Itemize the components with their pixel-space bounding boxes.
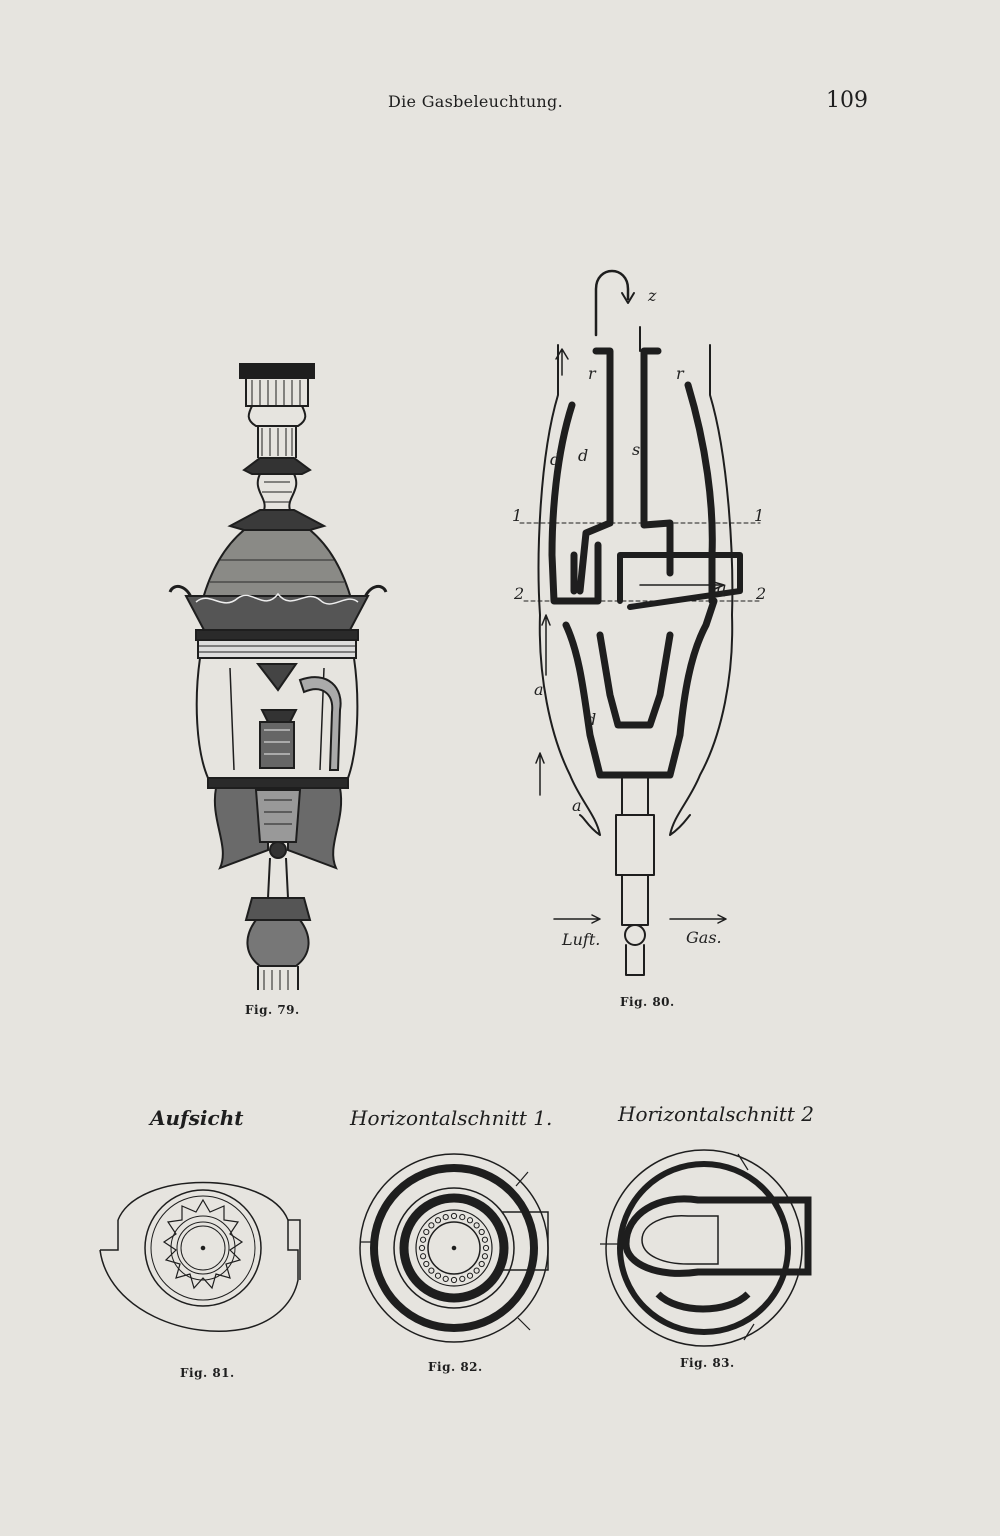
fig-80-label-1-left: 1 bbox=[512, 506, 523, 525]
burner-hole bbox=[460, 1276, 465, 1281]
fig-82-heading: Horizontalschnitt 1. bbox=[350, 1106, 553, 1130]
fig-79-caption: Fig. 79. bbox=[245, 1003, 300, 1017]
burner-hole bbox=[435, 1273, 440, 1278]
burner-hole bbox=[419, 1245, 424, 1250]
burner-hole bbox=[479, 1261, 484, 1266]
fig-80-burner-section bbox=[500, 255, 800, 985]
fig-83-caption: Fig. 83. bbox=[680, 1356, 735, 1370]
burner-hole bbox=[420, 1237, 425, 1242]
fig-80-label-q: q bbox=[716, 578, 727, 597]
burner-hole bbox=[467, 1273, 472, 1278]
burner-hole bbox=[429, 1223, 434, 1228]
fig-81-heading: Aufsicht bbox=[150, 1106, 244, 1130]
fig-80-label-2-right: 2 bbox=[756, 584, 767, 603]
burner-hole bbox=[424, 1229, 429, 1234]
burner-hole bbox=[483, 1245, 488, 1250]
fig-83-horizontal-section-2 bbox=[598, 1144, 818, 1354]
fig-82-caption: Fig. 82. bbox=[428, 1360, 483, 1374]
fig-80-label-z: z bbox=[648, 286, 657, 305]
fig-80-label-1-right: 1 bbox=[754, 506, 765, 525]
burner-hole bbox=[474, 1223, 479, 1228]
fig-79-lantern-illustration bbox=[160, 350, 400, 990]
burner-hole bbox=[424, 1261, 429, 1266]
burner-hole bbox=[482, 1237, 487, 1242]
burner-hole bbox=[467, 1218, 472, 1223]
page-number: 109 bbox=[826, 88, 868, 113]
fig-80-label-s: s bbox=[632, 440, 641, 459]
fig-80-label-d3: d bbox=[586, 710, 597, 729]
burner-hole bbox=[443, 1214, 448, 1219]
burner-hole bbox=[474, 1268, 479, 1273]
fig-80-label-a2: a bbox=[572, 796, 582, 815]
fig-80-label-r-right: r bbox=[676, 364, 684, 383]
fig-80-label-2-left: 2 bbox=[514, 584, 525, 603]
fig-80-label-luft: Luft. bbox=[562, 930, 601, 949]
burner-hole bbox=[435, 1218, 440, 1223]
burner-hole bbox=[443, 1276, 448, 1281]
burner-hole bbox=[420, 1254, 425, 1259]
burner-hole bbox=[451, 1213, 456, 1218]
fig-80-label-d2: d bbox=[578, 446, 589, 465]
burner-hole bbox=[479, 1229, 484, 1234]
fig-80-label-gas: Gas. bbox=[686, 928, 722, 947]
fig-81-caption: Fig. 81. bbox=[180, 1366, 235, 1380]
burner-hole bbox=[429, 1268, 434, 1273]
fig-80-label-a1: a bbox=[534, 680, 544, 699]
burner-hole bbox=[482, 1254, 487, 1259]
fig-80-label-r-left: r bbox=[588, 364, 596, 383]
page-header-title: Die Gasbeleuchtung. bbox=[388, 92, 563, 111]
burner-hole bbox=[460, 1214, 465, 1219]
burner-hole bbox=[451, 1277, 456, 1282]
fig-80-caption: Fig. 80. bbox=[620, 995, 675, 1009]
fig-80-label-d1: d bbox=[550, 450, 561, 469]
fig-83-heading: Horizontalschnitt 2 bbox=[618, 1102, 815, 1126]
fig-81-top-view bbox=[98, 1160, 308, 1340]
fig-82-horizontal-section-1 bbox=[352, 1150, 562, 1350]
